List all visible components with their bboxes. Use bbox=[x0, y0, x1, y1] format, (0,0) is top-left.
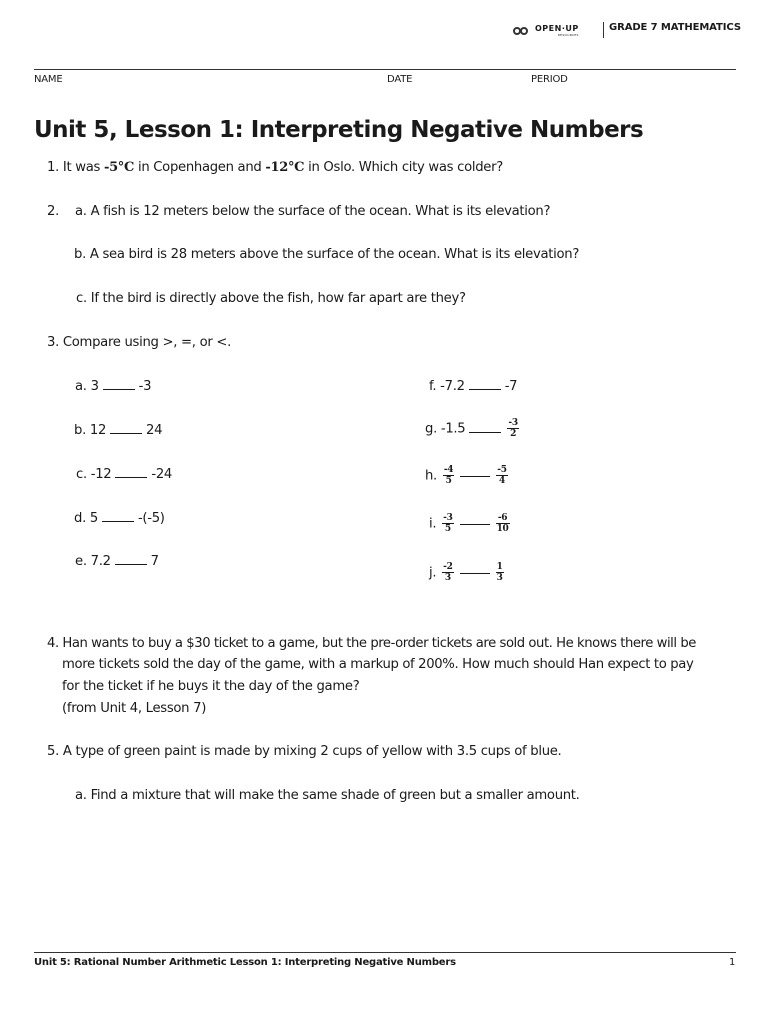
q3-item-a bbox=[75, 378, 151, 395]
q3-item-e bbox=[75, 553, 159, 570]
numerator: -3 bbox=[508, 418, 518, 428]
footer-text: Unit 5: Rational Number Arithmetic Lesson 1: Interpreting Negative Numbers bbox=[34, 957, 456, 968]
answer-blank[interactable] bbox=[115, 466, 147, 478]
question-4-line3: for the ticket if he buys it the day of the game? bbox=[62, 679, 360, 694]
denominator: 10 bbox=[496, 524, 509, 534]
q3-b-right: 24 bbox=[146, 423, 163, 438]
q1-mid: in Copenhagen and bbox=[134, 160, 266, 175]
answer-blank[interactable] bbox=[469, 421, 501, 433]
fraction bbox=[496, 562, 504, 583]
fraction bbox=[442, 562, 453, 583]
q3-item-h bbox=[425, 465, 510, 486]
q3-item-d bbox=[74, 510, 165, 527]
denominator: 4 bbox=[498, 476, 505, 486]
fraction bbox=[442, 513, 453, 534]
q3-item-g bbox=[425, 418, 521, 439]
q3-a-left: a. 3 bbox=[75, 379, 99, 394]
question-2a: a. A fish is 12 meters below the surface of the ocean. What is its elevation? bbox=[75, 204, 551, 219]
name-label: NAME bbox=[34, 74, 63, 85]
question-4-line2: more tickets sold the day of the game, with a markup of 200%. How much should Han expect to pay bbox=[62, 657, 694, 672]
answer-blank[interactable] bbox=[460, 572, 490, 574]
q3-d-right: -(-5) bbox=[137, 511, 165, 526]
q1-temp-oslo: -12°C bbox=[265, 160, 305, 175]
q3-f-right: -7 bbox=[504, 379, 518, 394]
question-5: 5. A type of green paint is made by mixing 2 cups of yellow with 3.5 cups of blue. bbox=[47, 744, 562, 759]
answer-blank[interactable] bbox=[102, 510, 134, 522]
q3-item-f bbox=[429, 378, 517, 395]
q1-suffix: in Oslo. Which city was colder? bbox=[304, 160, 503, 175]
denominator: 5 bbox=[445, 476, 452, 486]
page-number: 1 bbox=[729, 957, 736, 968]
date-label: DATE bbox=[387, 74, 413, 85]
publisher-logo bbox=[513, 20, 579, 42]
numerator: -2 bbox=[443, 562, 453, 572]
q3-h-label: h. bbox=[425, 468, 437, 484]
numerator: -6 bbox=[496, 513, 510, 524]
fraction bbox=[496, 513, 510, 534]
q3-b-left: b. 12 bbox=[74, 423, 107, 438]
question-5a: a. Find a mixture that will make the same shade of green but a smaller amount. bbox=[75, 788, 580, 803]
period-label: PERIOD bbox=[531, 74, 568, 85]
logo-subtext: RESOURCES bbox=[557, 33, 579, 37]
question-2b: b. A sea bird is 28 meters above the surface of the ocean. What is its elevation? bbox=[74, 247, 580, 262]
question-2c: c. If the bird is directly above the fish, how far apart are they? bbox=[76, 291, 466, 306]
question-1 bbox=[47, 160, 503, 176]
denominator: 3 bbox=[444, 573, 451, 583]
q3-d-left: d. 5 bbox=[74, 511, 98, 526]
page-title: Unit 5, Lesson 1: Interpreting Negative Numbers bbox=[34, 117, 644, 143]
fraction bbox=[496, 465, 507, 486]
question-4-line1: 4. Han wants to buy a $30 ticket to a game, but the pre-order tickets are sold out. He knows there will be bbox=[47, 636, 696, 651]
q3-c-left: c. -12 bbox=[76, 467, 112, 482]
fraction bbox=[507, 418, 518, 439]
q3-item-j bbox=[429, 562, 506, 583]
q1-temp-copenhagen: -5°C bbox=[103, 160, 135, 175]
denominator: 2 bbox=[510, 429, 517, 439]
numerator: 1 bbox=[496, 562, 503, 572]
q3-e-left: e. 7.2 bbox=[75, 554, 111, 569]
q3-i-label: i. bbox=[429, 516, 437, 532]
logo-text: OPEN·UP bbox=[535, 24, 579, 33]
answer-blank[interactable] bbox=[469, 378, 501, 390]
answer-blank[interactable] bbox=[115, 553, 147, 565]
q3-a-right: -3 bbox=[138, 379, 152, 394]
q3-item-i bbox=[429, 513, 512, 534]
numerator: -5 bbox=[497, 465, 507, 475]
q3-j-label: j. bbox=[429, 565, 437, 581]
answer-blank[interactable] bbox=[460, 475, 490, 477]
fraction bbox=[443, 465, 454, 486]
footer-rule bbox=[34, 952, 736, 953]
question-2-number: 2. bbox=[47, 204, 59, 219]
q3-f-left: f. -7.2 bbox=[429, 379, 465, 394]
header-divider bbox=[603, 22, 604, 38]
numerator: -3 bbox=[443, 513, 453, 523]
answer-blank[interactable] bbox=[110, 422, 142, 434]
question-4-source: (from Unit 4, Lesson 7) bbox=[62, 701, 207, 716]
answer-blank[interactable] bbox=[103, 378, 135, 390]
question-3: 3. Compare using >, =, or <. bbox=[47, 335, 231, 350]
q3-g-left: g. -1.5 bbox=[425, 421, 466, 437]
q3-item-c bbox=[76, 466, 172, 483]
q3-item-b bbox=[74, 422, 162, 439]
grade-label: GRADE 7 MATHEMATICS bbox=[609, 22, 741, 33]
denominator: 5 bbox=[444, 524, 451, 534]
answer-blank[interactable] bbox=[460, 523, 490, 525]
q3-e-right: 7 bbox=[150, 554, 159, 569]
header-rule bbox=[34, 69, 736, 70]
numerator: -4 bbox=[443, 465, 454, 475]
denominator: 3 bbox=[496, 573, 503, 583]
q1-prefix: 1. It was bbox=[47, 160, 104, 175]
logo-icon bbox=[513, 23, 531, 39]
q3-c-right: -24 bbox=[151, 467, 173, 482]
